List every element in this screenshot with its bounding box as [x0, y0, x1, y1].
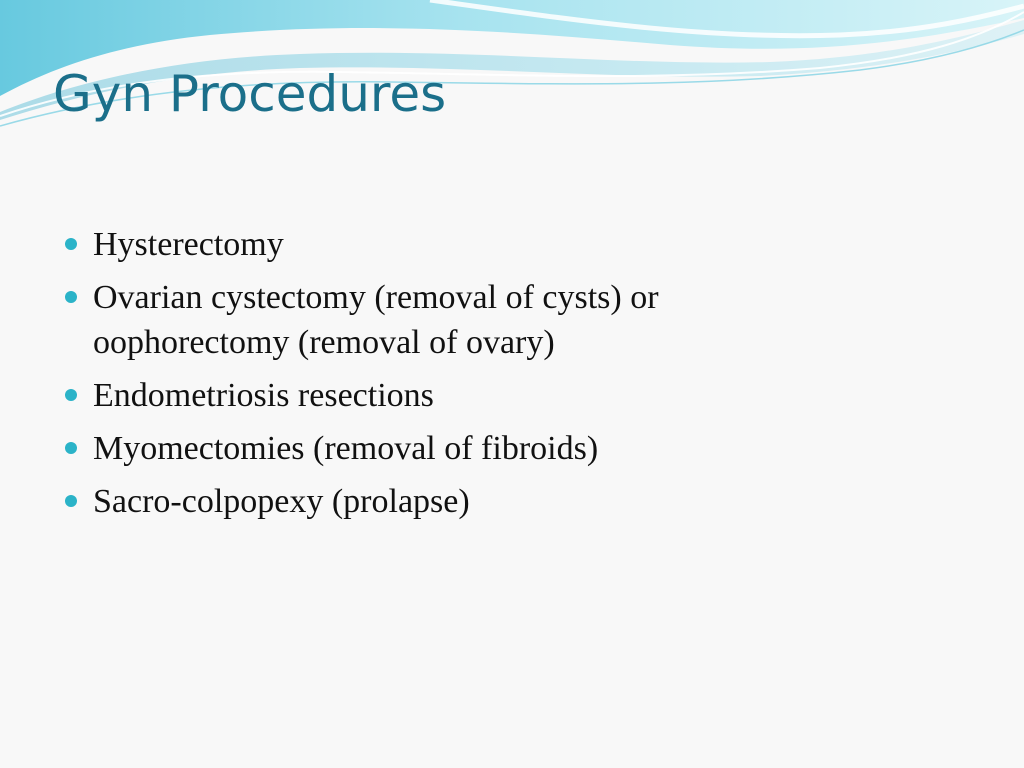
round-bullet-icon — [65, 291, 77, 303]
bullet-item — [63, 479, 783, 524]
bullet-item — [63, 373, 783, 418]
bullet-text: Sacro-colpopexy (prolapse) — [93, 483, 470, 520]
bullet-list — [63, 222, 783, 532]
round-bullet-icon — [65, 389, 77, 401]
round-bullet-icon — [65, 238, 77, 250]
round-bullet-icon — [65, 495, 77, 507]
bullet-text: Hysterectomy — [93, 226, 284, 263]
bullet-item — [63, 426, 783, 471]
bullet-item — [63, 275, 783, 365]
bullet-item — [63, 222, 783, 267]
bullet-text: Myomectomies (removal of fibroids) — [93, 430, 599, 467]
bullet-text: Ovarian cystectomy (removal of cysts) or oophorectomy (removal of ovary) — [93, 279, 659, 361]
slide-title: Gyn Procedures — [53, 65, 447, 123]
bullet-text: Endometriosis resections — [93, 377, 434, 414]
round-bullet-icon — [65, 442, 77, 454]
